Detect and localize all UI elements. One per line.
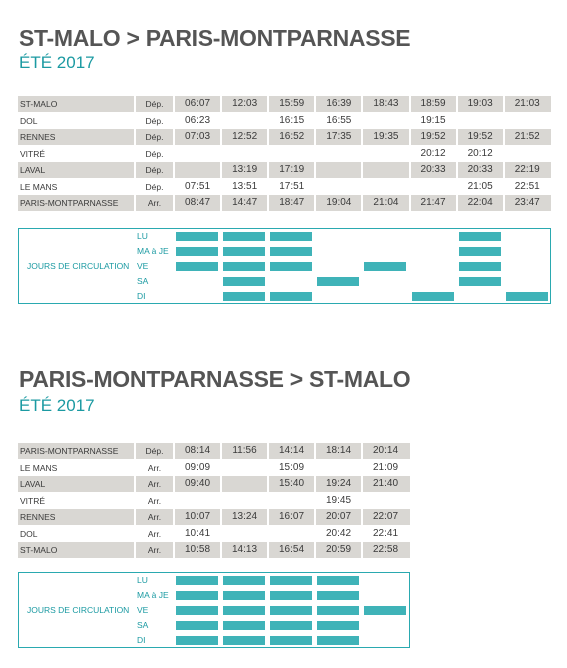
time-cell: 15:09 [278, 461, 305, 473]
table-row [18, 146, 551, 162]
time-cell: 20:33 [420, 164, 446, 175]
station-name: LAVAL [20, 479, 46, 489]
departure-arrival-type: Arr. [147, 479, 162, 489]
circulation-day-bar [412, 292, 454, 301]
time-cell: 15:59 [279, 98, 305, 109]
circulation-day-bar [176, 232, 218, 241]
circulation-day-bar [270, 262, 312, 271]
time-cell [315, 460, 362, 476]
time-cell: 19:04 [326, 197, 352, 208]
time-cell: 08:14 [184, 445, 211, 456]
time-cell: 17:19 [279, 164, 305, 175]
time-cell: 13:24 [231, 511, 258, 522]
time-cell: 19:03 [467, 98, 493, 109]
time-cell [221, 526, 268, 542]
time-cell [362, 179, 409, 195]
circulation-day-bar [176, 606, 218, 615]
time-cell: 11:56 [232, 445, 257, 456]
circulation-day-bar [270, 636, 312, 645]
time-cell: 18:14 [325, 445, 352, 456]
table-row [18, 162, 551, 178]
departure-arrival-type: Arr. [147, 512, 162, 522]
circulation-day-bar [223, 247, 265, 256]
time-cell: 19:52 [467, 131, 493, 142]
time-cell [362, 493, 409, 509]
time-cell [221, 460, 268, 476]
time-cell: 16:52 [279, 131, 305, 142]
time-cell: 09:09 [184, 461, 211, 473]
circulation-day-bar [459, 232, 501, 241]
time-cell: 18:47 [279, 197, 305, 208]
time-cell [504, 113, 551, 129]
time-cell: 14:47 [232, 197, 258, 208]
time-cell: 16:55 [326, 114, 352, 126]
time-cell: 22:19 [514, 164, 540, 175]
time-cell [362, 113, 409, 129]
time-cell: 20:12 [420, 147, 446, 159]
circulation-day-bar [223, 262, 265, 271]
circulation-day-bar [317, 636, 359, 645]
table-row [18, 476, 410, 492]
circulation-day-bar [176, 262, 218, 271]
circulation-day-bar [506, 292, 548, 301]
station-name: RENNES [20, 132, 56, 142]
station-name: VITRÉ [20, 495, 46, 506]
circulation-day-bar [223, 576, 265, 585]
time-cell: 21:05 [467, 180, 493, 192]
table-row [18, 179, 551, 195]
circulation-day-bar [317, 576, 359, 585]
circulation-day-bar [317, 591, 359, 600]
circulation-day-bar [270, 247, 312, 256]
time-cell: 13:19 [232, 164, 258, 175]
circulation-day-bar [223, 591, 265, 600]
time-cell [457, 113, 504, 129]
time-cell [315, 146, 362, 162]
time-cell: 16:54 [278, 544, 305, 555]
time-cell [221, 146, 268, 162]
time-cell [174, 162, 221, 178]
time-cell: 22:04 [467, 197, 493, 208]
time-cell [315, 162, 362, 178]
station-name: PARIS-MONTPARNASSE [20, 446, 119, 456]
circulation-day-bar [317, 621, 359, 630]
time-cell: 20:59 [325, 544, 352, 555]
time-cell: 20:42 [325, 527, 352, 539]
circulation-day-bar [223, 621, 265, 630]
time-cell: 12:03 [232, 98, 258, 109]
circulation-day-bar [223, 606, 265, 615]
circulation-day-bar [176, 636, 218, 645]
circulation-day-bar [270, 606, 312, 615]
time-cell: 06:23 [185, 114, 211, 126]
time-cell [362, 146, 409, 162]
circulation-day-bar [317, 606, 359, 615]
circulation-day-bar [270, 292, 312, 301]
time-cell [174, 493, 221, 509]
circulation-day-bar [270, 591, 312, 600]
time-cell: 10:41 [184, 527, 211, 539]
circulation-day-bar [176, 591, 218, 600]
time-cell: 09:40 [184, 478, 211, 489]
time-cell: 18:59 [420, 98, 446, 109]
days-of-circulation [18, 228, 551, 304]
departure-arrival-type: Arr. [147, 528, 162, 539]
time-cell [268, 526, 315, 542]
time-cell: 16:07 [278, 511, 305, 522]
station-name: ST-MALO [20, 99, 58, 109]
time-cell: 12:52 [232, 131, 258, 142]
time-cell: 22:41 [372, 527, 399, 539]
circulation-day-bar [270, 232, 312, 241]
departure-arrival-type: Dép. [145, 132, 164, 142]
circulation-day-bar [176, 576, 218, 585]
circulation-day-bar [176, 621, 218, 630]
section-subtitle: ÉTÉ 2017 [19, 396, 95, 415]
time-cell [362, 162, 409, 178]
section-title: PARIS-MONTPARNASSE > ST-MALO [19, 366, 411, 392]
day-label: MA à JE [137, 246, 169, 256]
station-name: ST-MALO [20, 545, 58, 555]
time-cell: 21:03 [514, 98, 540, 109]
time-cell: 20:33 [467, 164, 493, 175]
time-cell [268, 146, 315, 162]
section-subtitle: ÉTÉ 2017 [19, 53, 95, 72]
time-cell: 21:40 [372, 478, 399, 489]
day-label: SA [137, 620, 149, 630]
table-row [18, 195, 551, 211]
time-cell: 16:39 [326, 98, 352, 109]
circulation-day-bar [459, 247, 501, 256]
time-cell: 06:07 [185, 98, 211, 109]
departure-arrival-type: Dép. [145, 99, 164, 109]
departure-arrival-type: Arr. [147, 545, 162, 555]
time-cell: 17:51 [279, 180, 305, 192]
station-name: LE MANS [20, 181, 58, 192]
departure-arrival-type: Dép. [145, 181, 164, 192]
circulation-day-bar [364, 606, 406, 615]
circulation-label: JOURS DE CIRCULATION [27, 261, 130, 271]
table-row [18, 443, 410, 459]
table-row [18, 96, 551, 112]
time-cell: 19:52 [420, 131, 446, 142]
time-cell: 19:24 [325, 478, 352, 489]
time-cell [504, 146, 551, 162]
station-name: DOL [20, 115, 38, 126]
departure-arrival-type: Dép. [145, 446, 164, 456]
time-cell [221, 493, 268, 509]
time-cell [221, 476, 268, 492]
days-of-circulation [18, 572, 410, 648]
time-cell: 22:07 [372, 511, 399, 522]
time-cell: 10:07 [184, 511, 211, 522]
time-cell: 21:04 [373, 197, 399, 208]
day-label: LU [137, 231, 148, 241]
departure-arrival-type: Arr. [147, 495, 162, 506]
time-cell: 21:52 [514, 131, 540, 142]
station-name: PARIS-MONTPARNASSE [20, 198, 119, 208]
circulation-day-bar [223, 636, 265, 645]
time-cell: 21:09 [372, 461, 399, 473]
time-cell: 14:13 [231, 544, 258, 555]
time-cell: 07:03 [185, 131, 211, 142]
table-row [18, 509, 410, 525]
day-label: DI [137, 291, 146, 301]
time-cell: 13:51 [232, 180, 258, 192]
time-cell: 16:15 [279, 114, 305, 126]
time-cell: 19:15 [420, 114, 446, 126]
day-label: LU [137, 575, 148, 585]
table-row [18, 526, 410, 542]
time-cell: 22:58 [372, 544, 399, 555]
time-cell: 15:40 [278, 478, 305, 489]
time-cell: 20:14 [372, 445, 399, 456]
time-cell: 20:07 [325, 511, 352, 522]
departure-arrival-type: Arr. [147, 462, 162, 473]
time-cell: 20:12 [467, 147, 493, 159]
time-cell: 14:14 [278, 445, 305, 456]
circulation-day-bar [176, 247, 218, 256]
departure-arrival-type: Dép. [145, 148, 164, 159]
time-cell: 23:47 [514, 197, 540, 208]
time-cell: 21:47 [420, 197, 446, 208]
circulation-day-bar [459, 262, 501, 271]
station-name: VITRÉ [20, 148, 46, 159]
circulation-day-bar [364, 262, 406, 271]
time-cell: 07:51 [185, 180, 211, 192]
day-label: VE [137, 261, 149, 271]
time-cell: 18:43 [373, 98, 399, 109]
table-row [18, 542, 410, 558]
time-cell [221, 113, 268, 129]
time-cell: 19:45 [325, 494, 352, 506]
time-cell: 10:58 [184, 544, 211, 555]
day-label: DI [137, 635, 146, 645]
section-title: ST-MALO > PARIS-MONTPARNASSE [19, 25, 411, 51]
time-cell: 17:35 [326, 131, 352, 142]
time-cell [315, 179, 362, 195]
table-row [18, 460, 410, 476]
table-row [18, 113, 551, 129]
time-cell: 19:35 [373, 131, 399, 142]
station-name: DOL [20, 528, 38, 539]
day-label: MA à JE [137, 590, 169, 600]
time-cell [268, 493, 315, 509]
table-row [18, 493, 410, 509]
station-name: LAVAL [20, 165, 46, 175]
time-cell [174, 146, 221, 162]
circulation-day-bar [223, 277, 265, 286]
circulation-day-bar [270, 621, 312, 630]
day-label: VE [137, 605, 149, 615]
table-row [18, 129, 551, 145]
departure-arrival-type: Dép. [145, 115, 164, 126]
time-cell [410, 179, 457, 195]
station-name: LE MANS [20, 462, 58, 473]
circulation-day-bar [459, 277, 501, 286]
departure-arrival-type: Dép. [145, 165, 164, 175]
station-name: RENNES [20, 512, 56, 522]
departure-arrival-type: Arr. [147, 198, 162, 208]
time-cell: 22:51 [514, 180, 540, 192]
circulation-day-bar [223, 292, 265, 301]
circulation-day-bar [223, 232, 265, 241]
day-label: SA [137, 276, 149, 286]
circulation-day-bar [270, 576, 312, 585]
time-cell: 08:47 [185, 197, 211, 208]
circulation-label: JOURS DE CIRCULATION [27, 605, 130, 615]
circulation-day-bar [317, 277, 359, 286]
